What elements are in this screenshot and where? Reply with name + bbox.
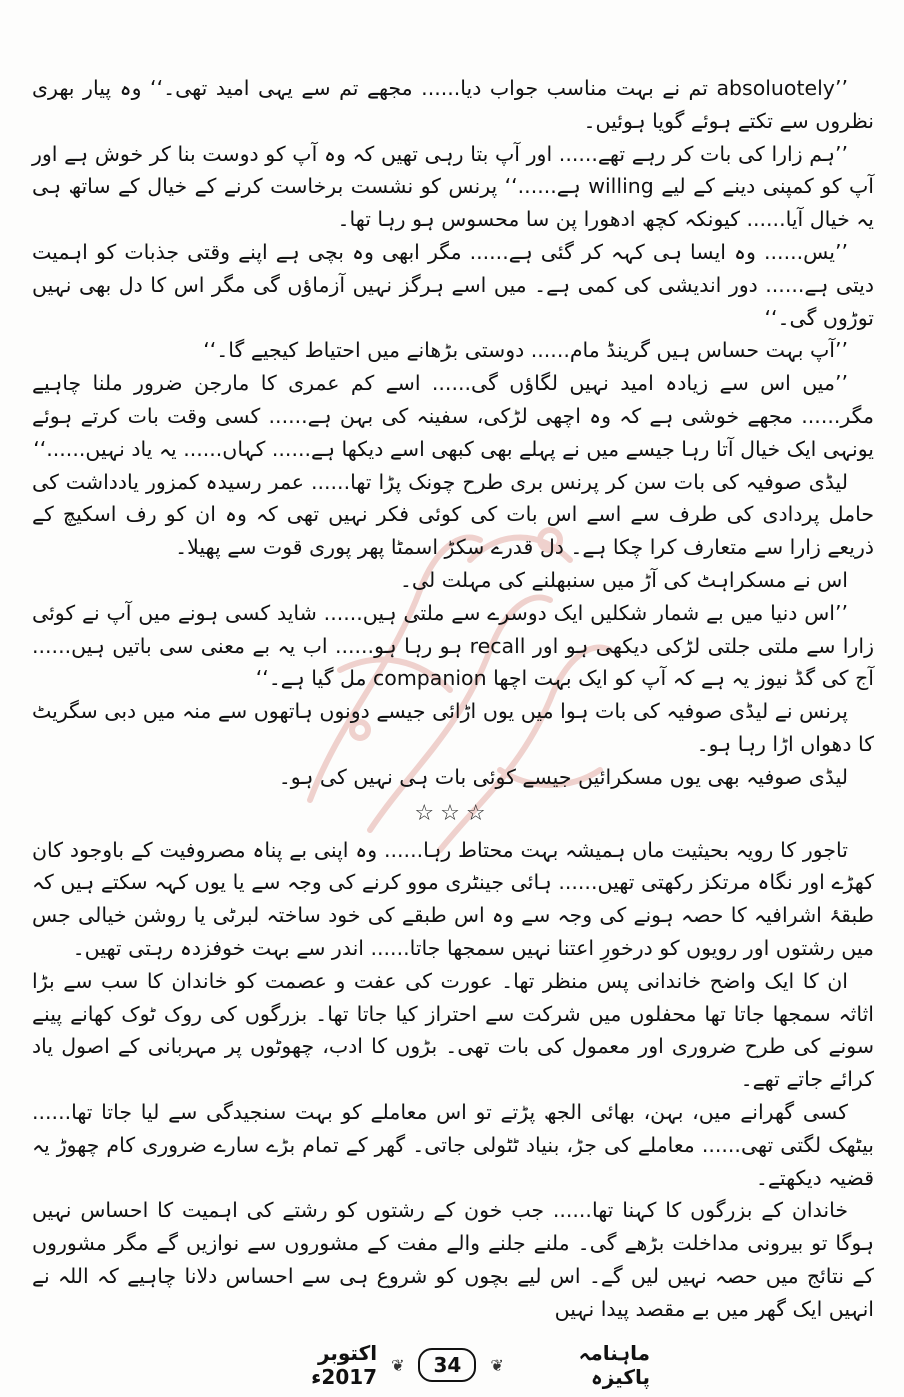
page-footer [250,1341,650,1389]
paragraph: کسی گھرانے میں، بہن، بھائی الجھ پڑتے تو اس معاملے کو بہت سنجیدگی سے لیا جاتا تھا...... بیٹھک لگتی تھی...... معاملے کی جڑ، بنیاد ٹٹولی جاتی۔ گھر کے تمام بڑے سارے ضروری کام چھوڑ یہ قضیہ دیکھتے۔ [32,1099,874,1190]
magazine-name: ماہنامہ پاکیزہ [578,1341,650,1389]
paragraph: ’’میں اس سے زیادہ امید نہیں لگاؤں گی...... اسے کم عمری کا مارجن ضرور ملنا چاہیے مگر...... مجھے خوشی ہے کہ وہ اچھی لڑکی، سفینہ کی بہن ہے...... کسی وقت بات کرتے ہوئے یونہی ایک خیال آتا رہا جیسے میں نے پہلے بھی کبھی اسے دیکھا ہے...... کہاں...... یہ یاد نہیں......‘‘ [32,371,874,461]
paragraph: ’’absoluotely تم نے بہت مناسب جواب دیا...... مجھے تم سے یہی امید تھی۔‘‘ وہ پیار بھری نظروں سے تکتے ہوئے گویا ہوئیں۔ [32,76,874,133]
paragraph: پرنس نے لیڈی صوفیہ کی بات ہوا میں یوں اڑائی جیسے دونوں ہاتھوں سے منہ میں دبی سگریٹ کا دھواں اڑا رہا ہو۔ [32,699,874,756]
article-body [32,72,874,1325]
paragraph: ’’آپ بہت حساس ہیں گرینڈ مام...... دوستی بڑھانے میں احتیاط کیجیے گا۔‘‘ [203,338,848,363]
page-number: 34 [418,1348,476,1382]
paragraph: لیڈی صوفیہ بھی یوں مسکرائیں جیسے کوئی بات ہی نہیں کی ہو۔ [278,764,848,789]
paragraph: ’’ہم زارا کی بات کر رہے تھے...... اور آپ بتا رہی تھیں کہ وہ آپ کو دوست بنا کر خوش ہے اور آپ کو کمپنی دینے کے لیے willing ہے......‘‘ پرنس کو نشست برخاست کرنے کے خیال کے ساتھ ہی یہ خیال آیا...... کیونکہ کچھ ادھورا پن سا محسوس ہو رہا تھا۔ [32,141,875,232]
paragraph: تاجور کا رویہ بحیثیت ماں ہمیشہ بہت محتاط رہا...... وہ اپنی بے پناہ مصروفیت کے باوجود کان کھڑے اور نگاہ مرتکز رکھتی تھیں...... ہائی جینٹری موو کرنے کی وجہ سے یا یوں کہہ سکتے ہیں کہ طبقۂ اشرافیہ کا حصہ ہونے کی وجہ سے وہ اس طبقے کی خود ساختہ لبرٹی یا روشن خیالی جس میں رشتوں اور رویوں کو درخورِ اعتنا نہیں سمجھا جاتا...... اندر سے بہت خوفزدہ رہتی تھیں۔ [32,837,874,960]
issue-date: اکتوبر 2017ء [311,1341,378,1389]
section-separator: ☆☆☆ [414,800,492,826]
paragraph: خاندان کے بزرگوں کا کہنا تھا...... جب خون کے رشتوں کو رشتے کی اہمیت کا احساس نہیں ہوگا تو بیرونی مداخلت بڑھے گی۔ ملنے جلنے والے مفت کے مشوروں سے نوازیں گے مگر مشوروں کے نتائج میں حصہ نہیں لیں گے۔ اس لیے بچوں کو شروع ہی سے احساس دلانا چاہیے کہ اللہ نے انہیں ایک گھر میں بے مقصد پیدا نہیں [32,1198,874,1321]
paragraph: ’’یس...... وہ ایسا ہی کہہ کر گئی ہے...... مگر ابھی وہ بچی ہے اپنے وقتی جذبات کو اہمیت دیتی ہے...... دور اندیشی کی کمی ہے۔ میں اسے ہرگز نہیں آزماؤں گی مگر اس کا دل بھی نہیں توڑوں گی۔‘‘ [32,239,874,330]
paragraph: ’’اس دنیا میں بے شمار شکلیں ایک دوسرے سے ملتی ہیں...... شاید کسی ہونے میں آپ نے کوئی زارا سے ملتی جلتی لڑکی دیکھی ہو اور recall ہو رہا ہو...... اب یہ بے معنی سی باتیں ہیں...... آج کی گڈ نیوز یہ ہے کہ آپ کو ایک بہت اچھا companion مل گیا ہے۔‘‘ [32,600,874,691]
paragraph: ان کا ایک واضح خاندانی پس منظر تھا۔ عورت کی عفت و عصمت کو خاندان کا سب سے بڑا اثاثہ سمجھا جاتا تھا محفلوں میں شرکت سے احتراز کیا جاتا تھا۔ بزرگوں کی روک ٹوک کھانے پینے سونے کی طرح ضروری اور معمول کی بات تھی۔ بڑوں کا ادب، چھوٹوں پر مہربانی کے اصول یاد کرائے جاتے تھے۔ [32,968,874,1092]
paragraph: لیڈی صوفیہ کی بات سن کر پرنس بری طرح چونک پڑا تھا...... عمر رسیدہ کمزور یادداشت کی حامل پردادی کی طرف سے اسے اس بات کی کوئی فکر نہیں تھی کہ وہ ان کو رف اسکیچ کے ذریعے زارا سے متعارف کرا چکا ہے۔ دل قدرے سکڑ اسمٹا پھر پوری قوت سے پھیلا۔ [32,469,874,560]
ornament-icon: ❦ [490,1355,504,1375]
paragraph: اس نے مسکراہٹ کی آڑ میں سنبھلنے کی مہلت لی۔ [399,567,848,592]
ornament-icon: ❦ [391,1355,405,1375]
